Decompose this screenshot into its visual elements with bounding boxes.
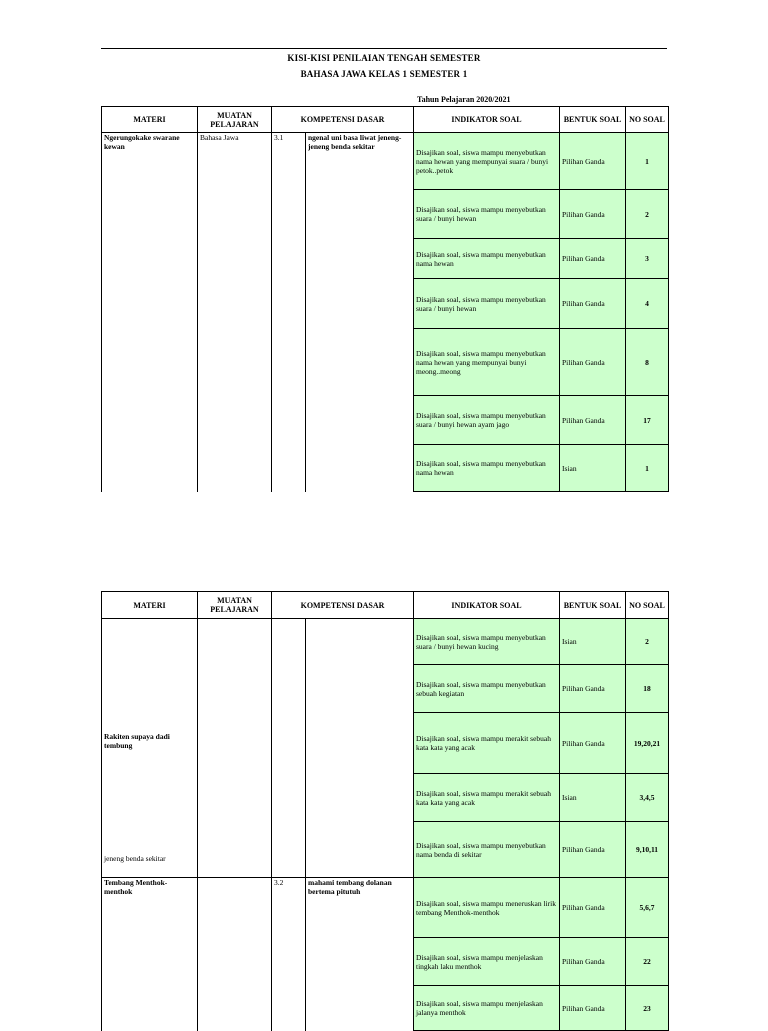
bentuk-cell: Isian [560, 774, 626, 822]
kd-text: ngenal uni basa liwat jeneng-jeneng benda sekitar [306, 133, 414, 492]
no-cell: 3,4,5 [626, 774, 669, 822]
indikator-cell: Disajikan soal, siswa mampu menyebutkan nama hewan [414, 239, 560, 279]
materi-cell: Tembang Menthok-menthok [102, 878, 198, 1031]
bentuk-cell: Pilihan Ganda [560, 822, 626, 878]
no-cell: 4 [626, 279, 669, 329]
indikator-cell: Disajikan soal, siswa mampu menyebutkan nama hewan [414, 445, 560, 492]
no-cell: 5,6,7 [626, 878, 669, 938]
no-cell: 1 [626, 133, 669, 190]
no-cell: 22 [626, 938, 669, 986]
bentuk-cell: Pilihan Ganda [560, 986, 626, 1031]
bentuk-cell: Pilihan Ganda [560, 279, 626, 329]
header-muatan: MUATAN PELAJARAN [198, 107, 272, 133]
bentuk-cell: Pilihan Ganda [560, 329, 626, 396]
bentuk-cell: Pilihan Ganda [560, 133, 626, 190]
bentuk-cell: Pilihan Ganda [560, 665, 626, 713]
indikator-cell: Disajikan soal, siswa mampu merakit sebuah kata kata yang acak [414, 774, 560, 822]
no-cell: 23 [626, 986, 669, 1031]
muatan-cell: Bahasa Jawa [198, 133, 272, 492]
muatan-cell [198, 878, 272, 1031]
bentuk-cell: Pilihan Ganda [560, 878, 626, 938]
kd-number [272, 619, 306, 878]
indikator-cell: Disajikan soal, siswa mampu merakit sebuah kata kata yang acak [414, 713, 560, 774]
kd-text [306, 619, 414, 878]
header-materi: MATERI [102, 592, 198, 619]
bentuk-cell: Isian [560, 619, 626, 665]
no-cell: 2 [626, 190, 669, 239]
kisi-table-2 [101, 591, 669, 1031]
kd-text: mahami tembang dolanan bertema pitutuh [306, 878, 414, 1031]
bentuk-cell: Pilihan Ganda [560, 190, 626, 239]
indikator-cell: Disajikan soal, siswa mampu menyebutkan suara / bunyi hewan kucing [414, 619, 560, 665]
no-cell: 1 [626, 445, 669, 492]
bentuk-cell: Pilihan Ganda [560, 713, 626, 774]
no-cell: 18 [626, 665, 669, 713]
header-materi: MATERI [102, 107, 198, 133]
no-cell: 8 [626, 329, 669, 396]
materi-cell: Rakiten supaya dadi tembung [102, 619, 198, 774]
no-cell: 9,10,11 [626, 822, 669, 878]
doc-subtitle: BAHASA JAWA KELAS 1 SEMESTER 1 [300, 69, 468, 79]
indikator-cell: Disajikan soal, siswa mampu menyebutkan nama hewan yang mempunyai suara / bunyi petok..petok [414, 133, 560, 190]
kd-number: 3.2 [272, 878, 306, 1031]
header-indikator: INDIKATOR SOAL [414, 592, 560, 619]
indikator-cell: Disajikan soal, siswa mampu menyebutkan suara / bunyi hewan ayam jago [414, 396, 560, 445]
materi-cell: jeneng benda sekitar [102, 774, 198, 878]
no-cell: 2 [626, 619, 669, 665]
muatan-cell [198, 619, 272, 878]
bentuk-cell: Pilihan Ganda [560, 396, 626, 445]
bentuk-cell: Pilihan Ganda [560, 239, 626, 279]
header-no: NO SOAL [626, 107, 669, 133]
header-bentuk: BENTUK SOAL [560, 592, 626, 619]
indikator-cell: Disajikan soal, siswa mampu menjelaskan tingkah laku menthok [414, 938, 560, 986]
indikator-cell: Disajikan soal, siswa mampu menyebutkan nama benda di sekitar [414, 822, 560, 878]
bentuk-cell: Isian [560, 445, 626, 492]
header-muatan: MUATAN PELAJARAN [198, 592, 272, 619]
indikator-cell: Disajikan soal, siswa mampu menjelaskan jalanya menthok [414, 986, 560, 1031]
academic-year: Tahun Pelajaran 2020/2021 [417, 95, 511, 104]
no-cell: 19,20,21 [626, 713, 669, 774]
indikator-cell: Disajikan soal, siswa mampu menyebutkan suara / bunyi hewan [414, 279, 560, 329]
kisi-table-1 [101, 106, 669, 492]
doc-title: KISI-KISI PENILAIAN TENGAH SEMESTER [287, 53, 481, 63]
materi-cell: Ngerungokake swarane kewan [102, 133, 198, 492]
header-bentuk: BENTUK SOAL [560, 107, 626, 133]
indikator-cell: Disajikan soal, siswa mampu menyebutkan sebuah kegiatan [414, 665, 560, 713]
indikator-cell: Disajikan soal, siswa mampu menyebutkan nama hewan yang mempunyai bunyi meong..meong [414, 329, 560, 396]
indikator-cell: Disajikan soal, siswa mampu menyebutkan suara / bunyi hewan [414, 190, 560, 239]
no-cell: 17 [626, 396, 669, 445]
header-no: NO SOAL [626, 592, 669, 619]
indikator-cell: Disajikan soal, siswa mampu meneruskan lirik tembang Menthok-menthok [414, 878, 560, 938]
header-rule [101, 48, 667, 49]
header-kompetensi: KOMPETENSI DASAR [272, 592, 414, 619]
no-cell: 3 [626, 239, 669, 279]
kd-number: 3.1 [272, 133, 306, 492]
bentuk-cell: Pilihan Ganda [560, 938, 626, 986]
header-kompetensi: KOMPETENSI DASAR [272, 107, 414, 133]
header-indikator: INDIKATOR SOAL [414, 107, 560, 133]
